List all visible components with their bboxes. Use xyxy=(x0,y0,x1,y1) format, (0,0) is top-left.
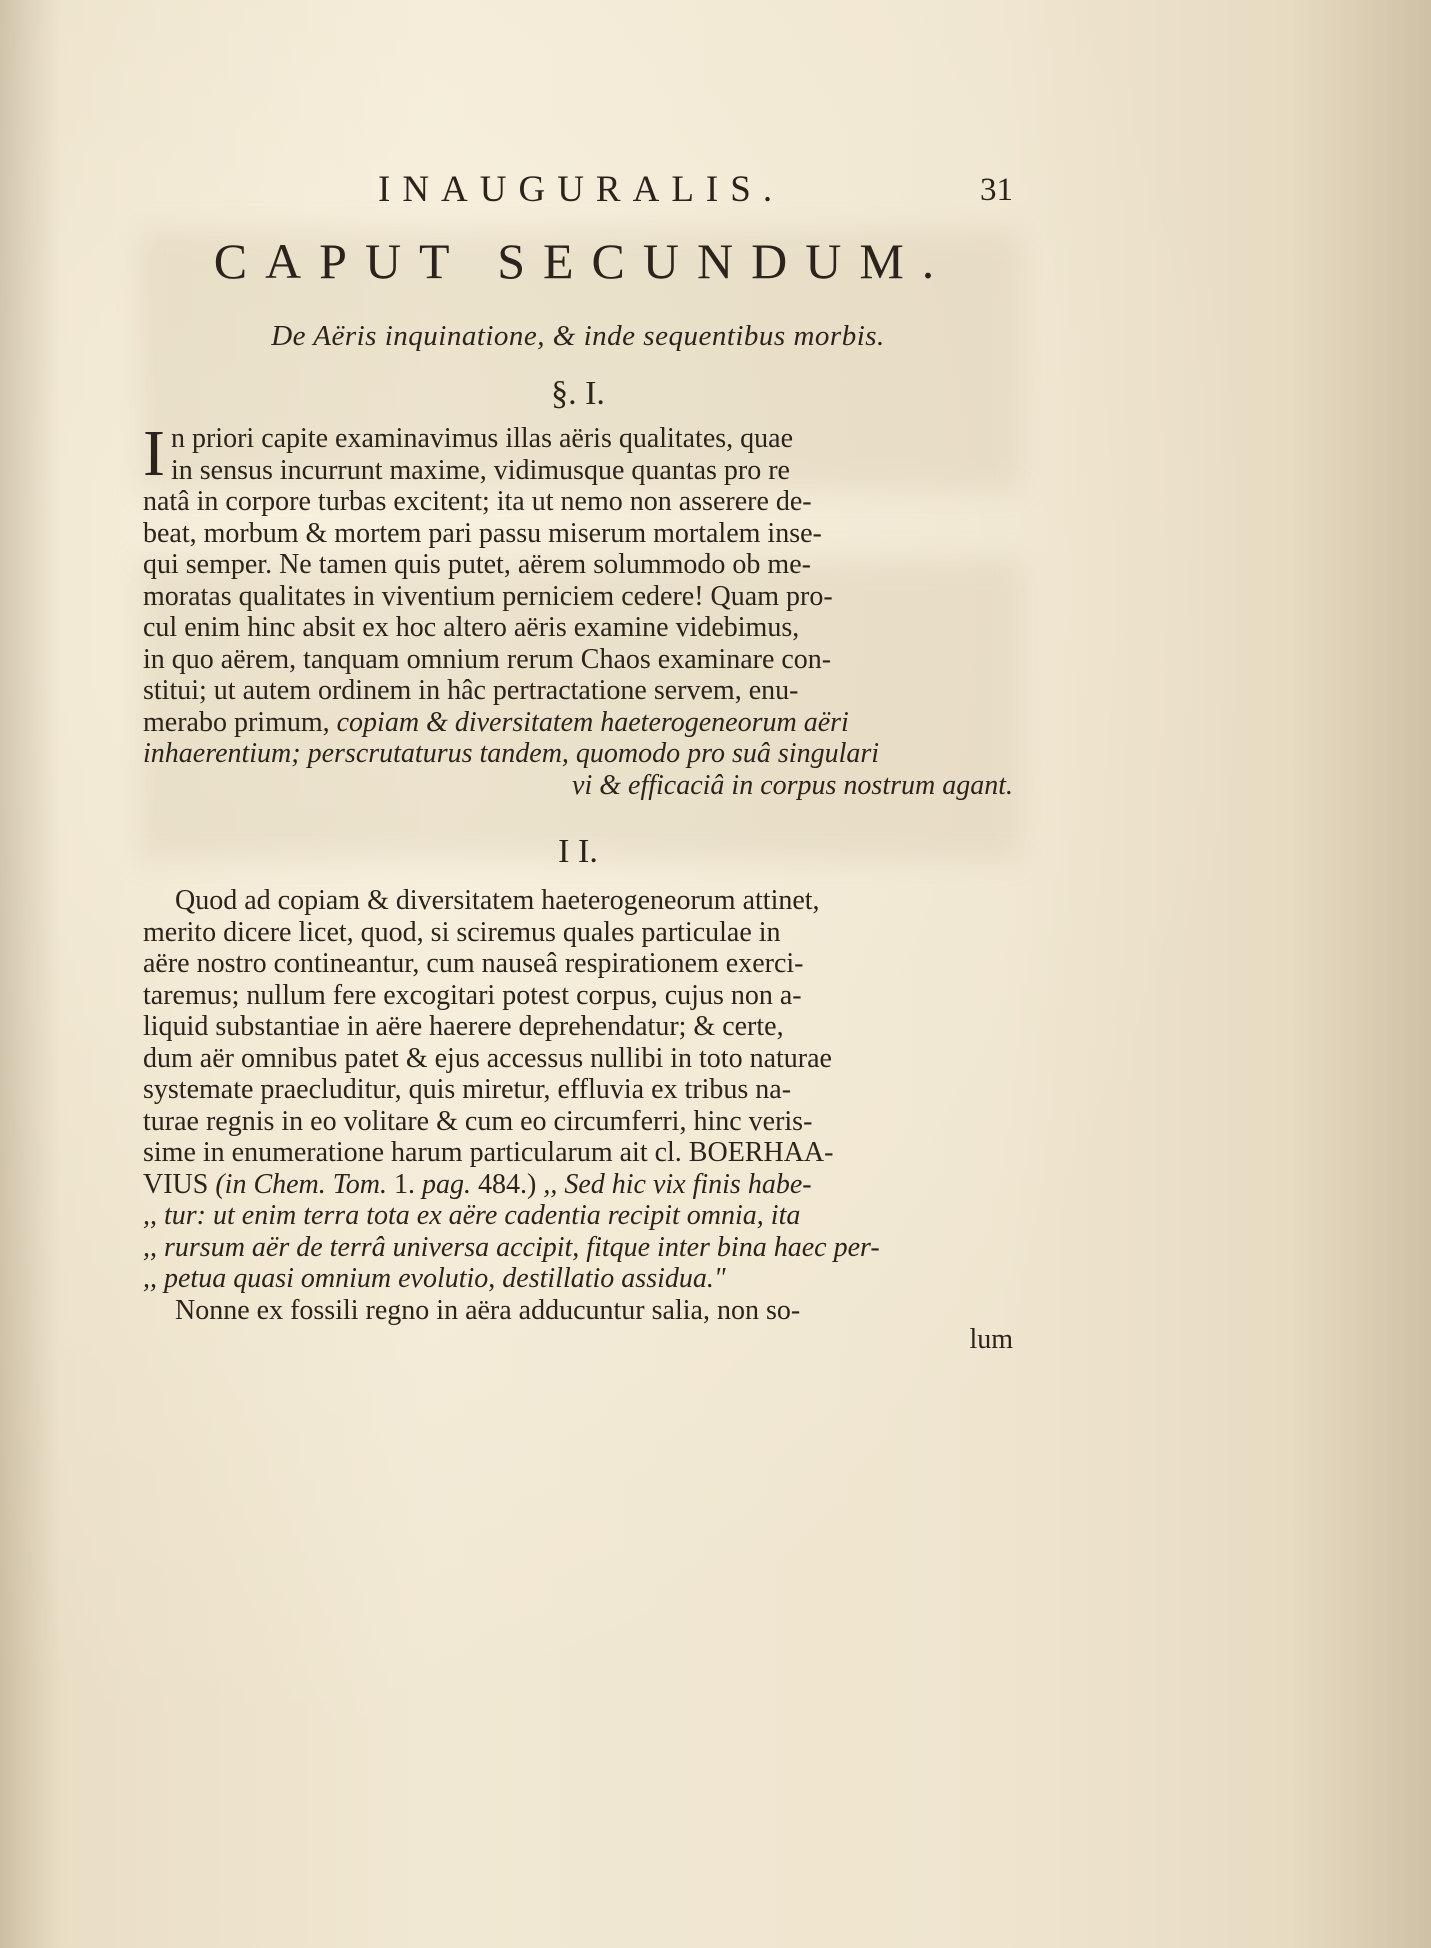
text-line: Quod ad copiam & diversitatem haeterogeneorum attinet, xyxy=(175,885,820,916)
paragraph-2 xyxy=(143,885,1013,1326)
italic-segment: pag. xyxy=(422,1168,478,1200)
text-line: aëre nostro contineantur, cum nauseâ respirationem exerci- xyxy=(143,948,804,979)
section-mark: §. I. xyxy=(551,375,605,412)
running-head xyxy=(143,160,1013,210)
text-line: in quo aërem, tanquam omnium rerum Chaos examinare con- xyxy=(143,643,832,675)
page-edge-shadow xyxy=(1291,0,1431,1948)
text-segment: merabo primum, xyxy=(143,706,337,738)
text-line: beat, morbum & mortem pari passu miserum mortalem inse- xyxy=(143,517,822,549)
text-line: taremus; nullum fere excogitari potest corpus, cujus non a- xyxy=(143,979,802,1011)
text-line: inhaerentium; perscrutaturus tandem, quomodo pro suâ singulari xyxy=(143,738,880,769)
text-line xyxy=(143,1169,1013,1201)
text-line: stitui; ut autem ordinem in hâc pertractatione servem, enu- xyxy=(143,675,799,706)
catchword: lum xyxy=(969,1324,1013,1355)
text-line: qui semper. Ne tamen quis putet, aërem solummodo ob me- xyxy=(143,549,811,580)
text-line: ,, rursum aër de terrâ universa accipit, fitque inter bina haec per- xyxy=(143,1231,880,1263)
text-line: merito dicere licet, quod, si sciremus quales particulae in xyxy=(143,916,781,948)
text-block xyxy=(143,160,1013,1356)
text-line: natâ in corpore turbas excitent; ita ut nemo non asserere de- xyxy=(143,486,812,517)
text-line: cul enim hinc absit ex hoc altero aëris examine videbimus, xyxy=(143,612,800,643)
text-line: turae regnis in eo volitare & cum eo circumferri, hinc veris- xyxy=(143,1105,813,1137)
section-mark: I I. xyxy=(558,833,598,870)
italic-segment: ,, Sed hic vix finis habe- xyxy=(543,1168,812,1200)
text-line: dum aër omnibus patet & ejus accessus nullibi in toto naturae xyxy=(143,1042,832,1074)
text-line: moratas qualitates in viventium perniciem cedere! Quam pro- xyxy=(143,580,833,612)
page-number: 31 xyxy=(980,172,1013,208)
italic-segment: copiam & diversitatem haeterogeneorum aëri xyxy=(336,706,849,738)
text-line: vi & efficaciâ in corpus nostrum agant. xyxy=(572,769,1013,801)
chapter-title: CAPUT SECUNDUM. xyxy=(213,233,953,289)
drop-cap: I xyxy=(143,417,165,490)
text-line: systemate praecluditur, quis miretur, effluvia ex tribus na- xyxy=(143,1074,792,1105)
text-line: in sensus incurrunt maxime, vidimusque quantas pro re xyxy=(170,454,790,486)
text-segment: VIUS xyxy=(143,1168,216,1200)
text-line: ,, tur: ut enim terra tota ex aëre cadentia recipit omnia, ita xyxy=(143,1200,801,1231)
paragraph-1 xyxy=(143,417,1013,801)
text-line: liquid substantiae in aëre haerere deprehendatur; & certe, xyxy=(143,1011,784,1042)
text-line: n priori capite examinavimus illas aëris qualitates, quae xyxy=(170,423,793,454)
chapter-subtitle: De Aëris inquinatione, & inde sequentibus morbis. xyxy=(271,320,885,352)
spine-shadow xyxy=(0,0,60,1948)
running-title: INAUGURALIS. xyxy=(378,169,785,210)
text-segment: 1. xyxy=(394,1168,422,1200)
italic-segment: (in Chem. Tom. xyxy=(215,1168,394,1200)
text-segment: 484.) xyxy=(478,1168,544,1200)
text-line: ,, petua quasi omnium evolutio, destillatio assidua." xyxy=(143,1263,726,1294)
text-line: sime in enumeratione harum particularum ait cl. BOERHAA- xyxy=(143,1137,834,1168)
text-line xyxy=(143,707,1013,739)
text-line: Nonne ex fossili regno in aëra adducuntur salia, non so- xyxy=(175,1294,801,1326)
